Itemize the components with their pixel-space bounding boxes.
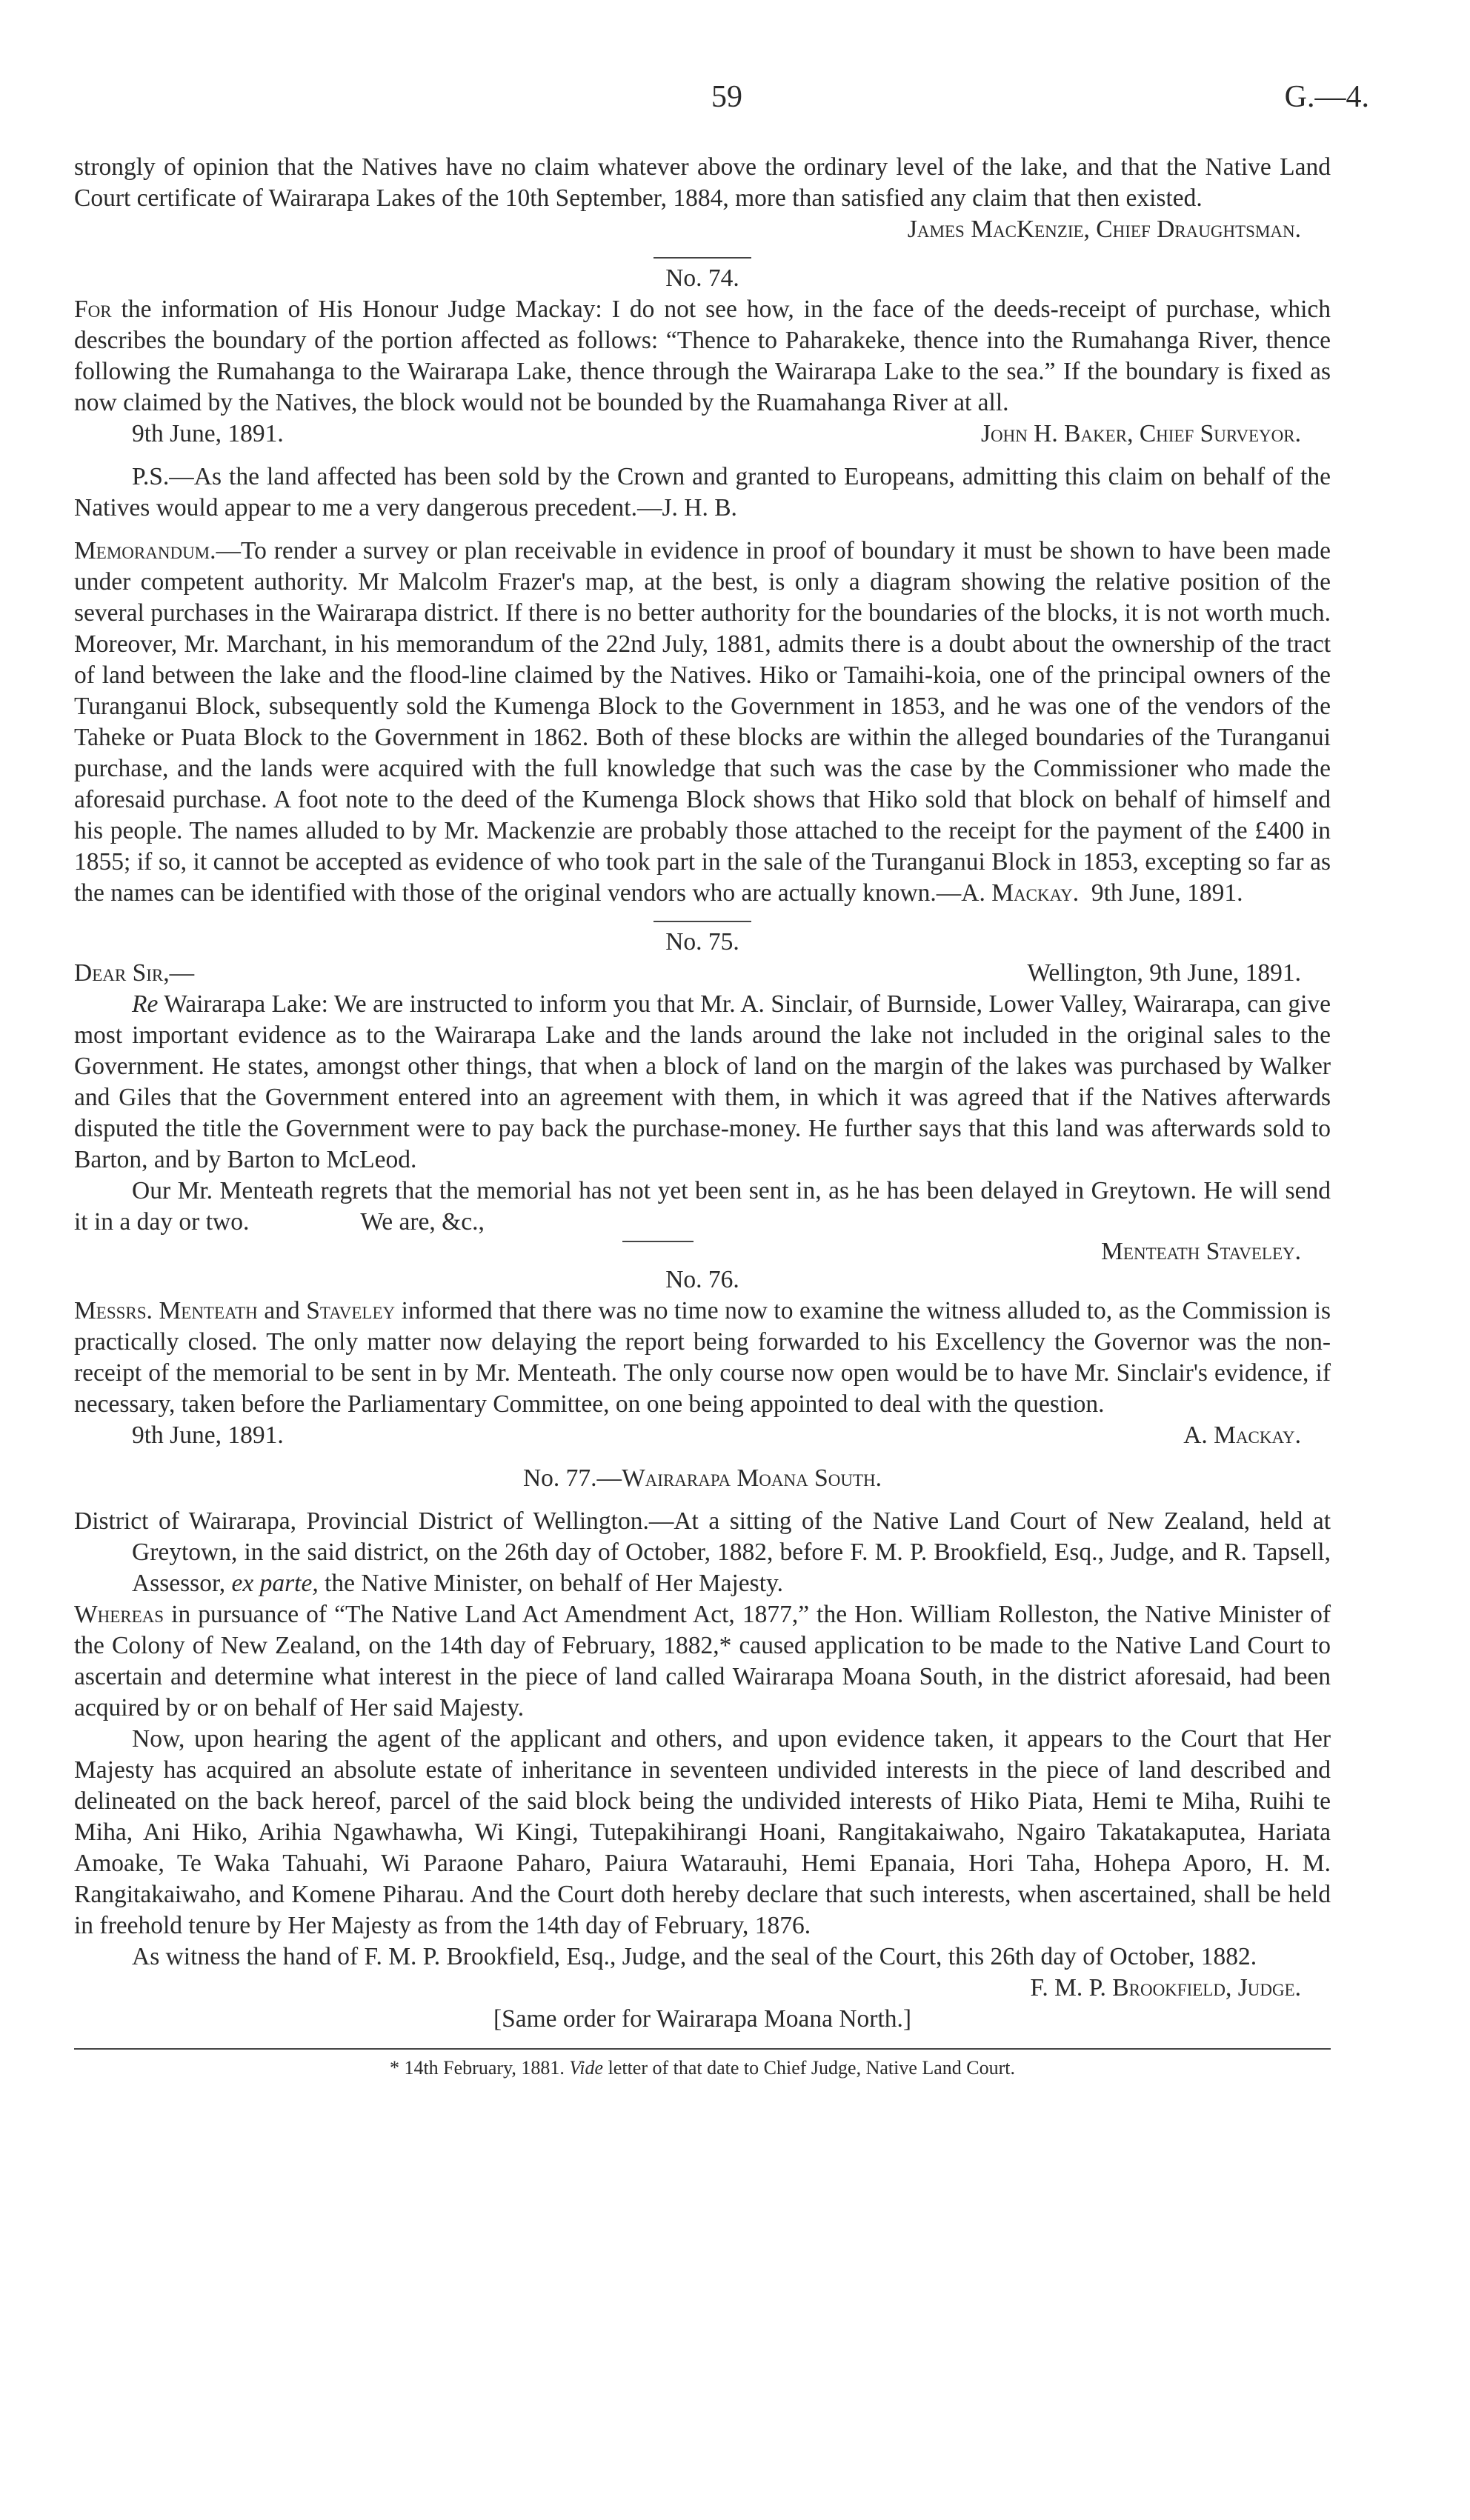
no74-signature: John H. Baker, Chief Surveyor. [980,420,1301,447]
no77-whereas-paragraph [74,1599,1331,1724]
footnote-date: 14th February, 1881. [404,2057,565,2079]
no76-and: and [264,1297,300,1324]
no77-whereas-text: in pursuance of “The Native Land Act Amendment Act, 1877,” the Hon. William Rolleston, the Native Minister of the Colony of New Zealand, on the 14th day of February, 1882,* caused application to be made to the Native Land Court to ascertain and determine what interest in the piece of land called Wairarapa Moana South, in the district aforesaid, had been acquired by or on behalf of Her said Majesty. [74,1601,1331,1721]
no76-lead-2: Staveley [306,1297,396,1324]
spacer [74,1494,1331,1506]
no77-heading-number: No. 77.— [522,1464,622,1492]
page-number: 59 [711,80,742,114]
footnote [74,2056,1331,2081]
re-label: Re [132,990,159,1018]
no74-text: the information of His Honour Judge Mackay: I do not see how, in the face of the deeds-receipt of purchase, which describes the boundary of the portion affected as follows: “Thence to Paharakeke, thence into the Rumahanga River, thence following the Rumahanga to the Wairarapa Lake, thence through the Wairarapa Lake to the sea.” If the boundary is fixed as now claimed by the Natives, the block would not be bounded by the Ruamahanga River at all. [74,296,1331,416]
no74-lead: For [74,296,112,323]
letter-header-row [74,958,1331,989]
no76-signature: A. Mackay. [1183,1421,1301,1449]
intro-signature: James MacKenzie, Chief Draughtsman. [907,216,1301,243]
footnote-mark: * [389,2057,399,2079]
memorandum-lead: Memorandum. [74,537,216,564]
letter-salutation: Dear Sir,— [74,959,195,987]
no77-witness-paragraph: As witness the hand of F. M. P. Brookfield, Esq., Judge, and the seal of the Court, this 26th day of October, 1882. [132,1943,1257,1970]
spacer [74,524,1331,536]
no76-sign-row [74,1420,1331,1451]
document-code: G.—4. [1284,80,1369,114]
section-heading-74: No. 74. [665,264,739,292]
document-body [74,152,1331,2081]
memorandum-text: —To render a survey or plan receivable in evidence in proof of boundary it must be shown to have been made under competent authority. Mr Malcolm Frazer's map, at the best, is only a diagram showing the relative position of the several purchases in the Wairarapa district. If there is no better authority for the boundaries of the blocks, it is not worth much. Moreover, Mr. Marchant, in his memorandum of the 22nd July, 1881, admits there is a doubt about the ownership of the tract of land between the lake and the flood-line claimed by the Natives. Hiko or Tamaihi-koia, one of the principal owners of the Turanganui Block, subsequently sold the Kumenga Block to the Government in 1853, and he was one of the vendors of the Taheke or Puata Block to the Government in 1862. Both of these blocks are within the alleged boundaries of the Turanganui purchase, and the lands were acquired with the full knowledge that such was the case by the Commissioner who made the aforesaid purchase. A foot note to the deed of the Kumenga Block shows that Hiko sold that block on behalf of himself and his people. The names alluded to by Mr. Mackenzie are probably those attached to the receipt for the payment of the £400 in 1855; if so, it cannot be accepted as evidence of who took part in the sale of the Turanganui Block in 1853, excepting so far as the names can be identified with those of the original vendors who are actually known. [74,537,1331,907]
no76-date: 9th June, 1891. [132,1421,284,1449]
letter-paragraph-2 [74,1176,1331,1238]
no76-text: informed that there was no time now to examine the witness alluded to, as the Commission is practically closed. The only matter now delaying the report being forwarded to his Excellency the Governor was the non-receipt of the memorial to be sent in by Mr. Menteath. The only course now open would be to have Mr. Sinclair's evidence, if necessary, taken before the Parliamentary Committee, on one being appointed to deal with the question. [74,1297,1331,1418]
footnote-divider [74,2048,1331,2050]
no76-lead: Messrs. Menteath [74,1297,258,1324]
section-divider [653,257,751,259]
intro-paragraph: strongly of opinion that the Natives have no claim whatever above the ordinary level of the lake, and that the Native Land Court certificate of Wairarapa Lakes of the 10th September, 1884, more than satisfied any claim that then existed. [74,153,1331,212]
letter-text-2: Our Mr. Menteath regrets that the memorial has not yet been sent in, as he has been delayed in Greytown. He will send it in a day or two. [74,1177,1331,1236]
section-divider [653,921,751,922]
memorandum-signature: —A. Mackay. [936,879,1080,907]
no77-same-order: [Same order for Wairarapa Moana North.] [493,2005,912,2033]
no77-heading-title: Wairarapa Moana South. [622,1464,882,1492]
no74-date: 9th June, 1891. [132,420,284,447]
no74-sign-row [74,419,1331,450]
no74-postscript: P.S.—As the land affected has been sold by the Crown and granted to Europeans, admitting this claim on behalf of the Natives would appear to me a very dangerous precedent.—J. H. B. [74,463,1331,521]
section-heading-76: No. 76. [665,1266,739,1293]
memorandum-paragraph [74,536,1331,909]
letter-paragraph-1 [74,989,1331,1176]
no76-paragraph [74,1296,1331,1420]
memorandum-date: 9th June, 1891. [1091,879,1243,907]
letter-signature: Menteath Staveley. [1101,1238,1301,1265]
no74-paragraph [74,294,1331,419]
spacer [74,1451,1331,1463]
letter-closing: We are, &c., [360,1208,485,1236]
no77-now-paragraph: Now, upon hearing the agent of the applicant and others, and upon evidence taken, it appears to the Court that Her Majesty has acquired an absolute estate of inheritance in seventeen undivided interests in the piece of land described and delineated on the back hereof, parcel of the said block being the undivided interests of Hiko Piata, Hemi te Miha, Ruihi te Miha, Ani Hiko, Arihia Ngawhawha, Wi Kingi, Tutepakihirangi Hoani, Rangitakaiwaho, Ngairo Takatakaputea, Hariata Amoake, Te Waka Tahuahi, Wi Paraone Paharo, Paiura Watarauhi, Hemi Epanaia, Hori Taha, Hohepa Aporo, H. M. Rangitakaiwaho, and Komene Piharau. And the Court doth hereby declare that such interests, when ascertained, shall be held in freehold tenure by Her Majesty as from the 14th day of February, 1876. [74,1725,1331,1939]
no77-signature: F. M. P. Brookfield, Judge. [1030,1974,1301,2001]
footnote-text: letter of that date to Chief Judge, Native Land Court. [608,2057,1016,2079]
no77-district-paragraph [74,1506,1331,1599]
no77-ex-parte: ex parte, [231,1570,319,1597]
no77-district-a: District of Wairarapa, Provincial District of Wellington.—At a sitting of the Native Land Court of New Zealand, held at Greytown, in the said district, on the 26th day of October, 1882, before F. M. P. Brookfield, Esq., Judge, and R. Tapsell, Assessor, [74,1507,1331,1597]
no77-district-b: the Native Minister, on behalf of Her Majesty. [325,1570,783,1597]
section-heading-75: No. 75. [665,928,739,956]
letter-place-date: Wellington, 9th June, 1891. [1027,959,1301,987]
no77-whereas-lead: Whereas [74,1601,164,1628]
section-heading-77 [74,1463,1331,1494]
footnote-vide: Vide [569,2057,604,2079]
letter-text-1: Wairarapa Lake: We are instructed to inform you that Mr. A. Sinclair, of Burnside, Lower Valley, Wairarapa, can give most important evidence as to the Wairarapa Lake and the lands around the lake not included in the original sales to the Government. He states, amongst other things, that when a block of land on the margin of the lakes was purchased by Walker and Giles that the Government entered into an agreement with them, in which it was agreed that if the Natives afterwards disputed the title the Government were to pay back the purchase-money. He further says that this land was afterwards sold to Barton, and by Barton to McLeod. [74,990,1331,1173]
spacer [74,450,1331,461]
